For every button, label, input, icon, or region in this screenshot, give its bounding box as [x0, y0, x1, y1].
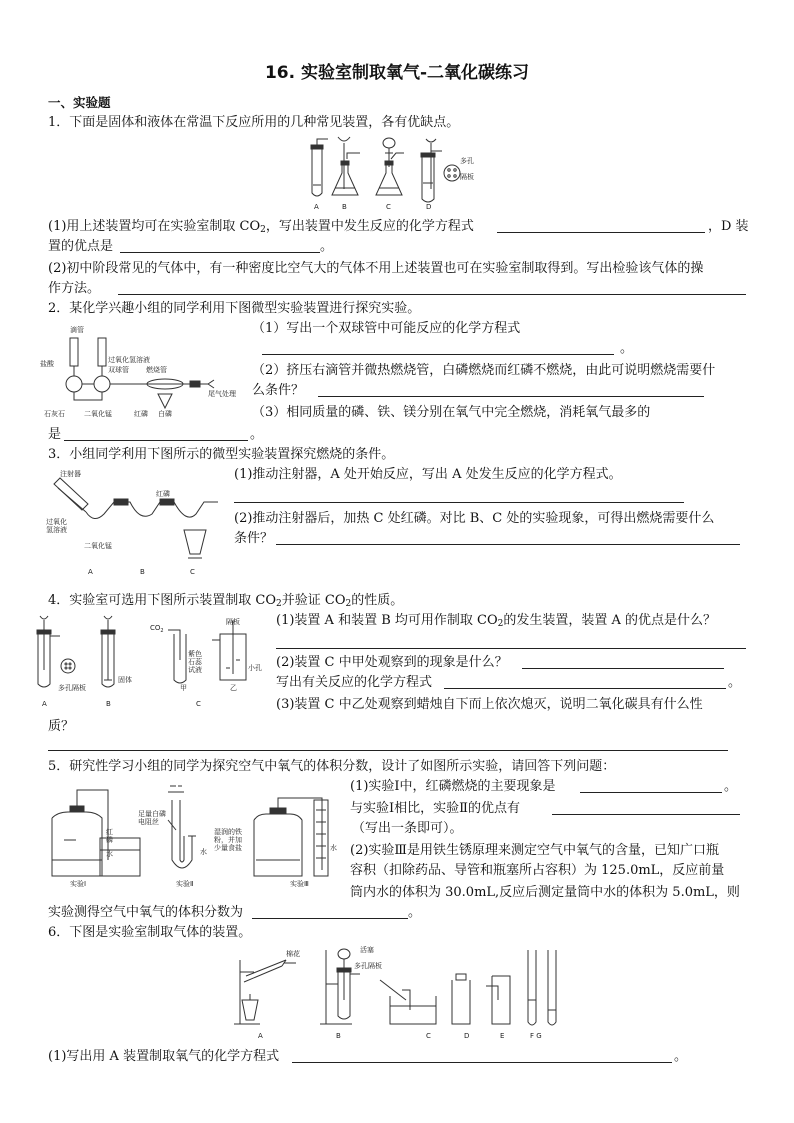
q2-label-mno2: 二氧化锰 [84, 410, 112, 418]
q5-blank-phenomenon[interactable] [580, 792, 722, 793]
q4-blank-advantage[interactable] [276, 648, 746, 649]
q3-stem: 3．小组同学利用下图所示的微型实验装置探究燃烧的条件。 [48, 447, 395, 462]
q1-stem: 1．下面是固体和液体在常温下反应所用的几种常见装置，各有优缺点。 [48, 115, 460, 130]
q1-blank-equation[interactable] [497, 232, 705, 233]
q2-part2-line2: 么条件？ [252, 383, 305, 398]
q5-part2-line2: 容积（扣除药品、导管和瓶塞所占容积）为 125.0mL，反应前量 [350, 863, 725, 878]
q4-label-jia: 甲 [180, 684, 187, 692]
q4-label-purple1: 紫色 [188, 650, 202, 658]
q3-label-mno2: 二氧化锰 [84, 542, 112, 550]
q6-part1: (1)写出用 A 装置制取氧气的化学方程式 [48, 1049, 280, 1064]
q1-fig-note2: 隔板 [460, 173, 474, 181]
q5-label-water: 水 [106, 850, 113, 858]
q4-part3-line2: 质？ [48, 719, 75, 734]
q5-part1-line2: 与实验Ⅰ相比，实验Ⅱ的优点有 [350, 801, 520, 816]
q1-part1-end: 。 [320, 239, 334, 254]
q6-label-c: C [426, 1032, 431, 1040]
q1-blank-advantage[interactable] [120, 252, 320, 253]
q5-label-redp2: 磷 [106, 836, 113, 844]
q5-label-wp2: 电阻丝 [138, 818, 159, 826]
q1-part1-line1: (1)用上述装置均可在实验室制取 $CO_2$，写出装置中发生反应的化学方程式 [48, 219, 474, 235]
q1-fig-label-c: C [386, 203, 391, 211]
q4-label-hole: 小孔 [248, 664, 262, 672]
q5-label-e2: 实验Ⅱ [176, 880, 194, 888]
q4-stem: 4．实验室可选用下图所示装置制取 $CO_2$并验证 $CO_2$的性质。 [48, 593, 404, 609]
q5-part2-line1: (2)实验Ⅲ是用铁生锈原理来测定空气中氧气的含量，已知广口瓶 [350, 843, 719, 858]
q4-label-purple3: 试液 [188, 666, 202, 674]
q4-blank-phenomenon[interactable] [522, 668, 724, 669]
q1-part2-line1: (2)初中阶段常见的气体中，有一种密度比空气大的气体不用上述装置也可在实验室制取得到。写出检验该气体的操 [48, 261, 704, 276]
q6-stem: 6．下图是实验室制取气体的装置。 [48, 925, 252, 940]
q2-label-lime: 石灰石 [44, 410, 65, 418]
q4-apparatus-figure [30, 610, 270, 710]
apparatus-b [332, 137, 360, 195]
q2-label-whitep: 白磷 [158, 410, 172, 418]
q5-apparatus-figure [44, 780, 344, 890]
q2-blank-element[interactable] [64, 440, 248, 441]
q5-label-wp1: 足量白磷 [138, 810, 166, 818]
q3-label-h2o2b: 氢溶液 [46, 526, 67, 534]
q5-label-water2: 水 [200, 848, 207, 856]
q2-label-hcl: 盐酸 [40, 360, 54, 368]
q5-label-water3: 水 [330, 844, 337, 852]
q4-label-b: B [106, 700, 111, 708]
q5-part2-line3: 筒内水的体积为 30.0mL,反应后测定量筒中水的体积为 5.0mL，则 [350, 885, 740, 900]
q5-label-e1: 实验Ⅰ [70, 880, 87, 888]
q5-label-fe3: 少量食盐 [214, 844, 242, 852]
q2-part1-end: 。 [620, 341, 634, 356]
q5-label-redp1: 红 [106, 828, 113, 836]
q6-label-a: A [258, 1032, 263, 1040]
q1-part1-d: ，D 装 [708, 219, 749, 234]
q6-apparatus-figure [230, 940, 570, 1040]
q6-label-b: B [336, 1032, 341, 1040]
q4-label-solid: 固体 [118, 676, 132, 684]
q4-label-co2: $CO_2$ [150, 624, 164, 634]
q5-label-fe1: 湿润的铁 [214, 828, 242, 836]
q1-fig-label-a: A [314, 203, 319, 211]
q5-blank-advantage[interactable] [552, 814, 740, 815]
q3-blank-condition[interactable] [276, 544, 740, 545]
q3-label-h2o2a: 过氧化 [46, 518, 67, 526]
q2-part2-line1: （2）挤压右滴管并微热燃烧管，白磷燃烧而红磷不燃烧，由此可说明燃烧需要什 [252, 363, 716, 378]
q5-part1-end: 。 [724, 779, 738, 794]
q2-part3-line2: 是 [48, 427, 62, 442]
q2-label-redp: 红磷 [134, 410, 148, 418]
q2-apparatus-figure [40, 320, 250, 420]
q5-part1-line3: （写出一条即可）。 [352, 821, 463, 836]
q5-blank-fraction[interactable] [252, 918, 408, 919]
q4-label-a: A [42, 700, 47, 708]
q4-part2-equation: 写出有关反应的化学方程式 [276, 675, 433, 690]
q4-label-purple2: 石蕊 [188, 658, 202, 666]
section-heading: 一、实验题 [48, 95, 111, 110]
q3-blank-equation[interactable] [234, 502, 684, 503]
q5-stem: 5．研究性学习小组的同学为探究空气中氧气的体积分数，设计了如图所示实验，请回答下列问题： [48, 759, 616, 774]
q3-part1: (1)推动注射器，A 处开始反应，写出 A 处发生反应的化学方程式。 [234, 467, 622, 482]
q3-label-b: B [140, 568, 145, 576]
q5-label-fe2: 粉，并加 [214, 836, 242, 844]
q2-part3-end: 。 [250, 427, 264, 442]
q4-label-c: C [196, 700, 201, 708]
q2-label-dropper: 滴管 [70, 326, 84, 334]
q1-fig-note1: 多孔 [460, 157, 474, 165]
q6-label-e: E [500, 1032, 505, 1040]
q3-apparatus-figure [44, 466, 230, 580]
q6-label-fg: F G [530, 1032, 542, 1040]
q6-label-porous: 多孔隔板 [354, 962, 382, 970]
q4-label-yi: 乙 [230, 684, 237, 692]
q1-part2-line2: 作方法。 [48, 281, 101, 296]
q3-label-a: A [88, 568, 93, 576]
q1-apparatus-figure [300, 133, 480, 213]
q6-blank-equation[interactable] [292, 1062, 672, 1063]
q2-label-h2o2: 过氧化氢溶液 [108, 356, 150, 364]
q2-stem: 2．某化学兴趣小组的同学利用下图微型实验装置进行探究实验。 [48, 301, 421, 316]
q2-part3-line1: （3）相同质量的磷、铁、镁分别在氧气中完全燃烧，消耗氧气最多的 [252, 405, 651, 420]
q4-part2: (2)装置 C 中甲处观察到的现象是什么？ [276, 655, 508, 670]
q2-label-tail: 尾气处理 [208, 390, 236, 398]
q4-blank-equation[interactable] [444, 688, 726, 689]
q2-blank-equation[interactable] [262, 354, 614, 355]
q2-part1: （1）写出一个双球管中可能反应的化学方程式 [252, 321, 521, 336]
q3-label-c: C [190, 568, 195, 576]
q1-fig-label-d: D [426, 203, 432, 211]
q5-part1-line1: (1)实验Ⅰ中，红磷燃烧的主要现象是 [350, 779, 556, 794]
q2-label-burn: 燃烧管 [146, 366, 167, 374]
q2-label-bulb: 双球管 [108, 366, 129, 374]
apparatus-a [311, 139, 328, 196]
q3-part2-line1: (2)推动注射器后，加热 C 处红磷。对比 B、C 处的实验现象，可得出燃烧需要什么 [234, 511, 715, 526]
q4-part1: (1)装置 A 和装置 B 均可用作制取 $CO_2$的发生装置，装置 A 的优点是什么？ [276, 613, 717, 629]
q1-blank-method[interactable] [118, 294, 746, 295]
q4-part3-line1: (3)装置 C 中乙处观察到蜡烛自下而上依次熄灭，说明二氧化碳具有什么性 [276, 697, 703, 712]
q5-label-e3: 实验Ⅲ [290, 880, 309, 888]
q1-part1-line2: 置的优点是 [48, 239, 114, 254]
q5-part2-end: 。 [408, 905, 422, 920]
apparatus-c [376, 138, 404, 195]
q6-label-d: D [464, 1032, 470, 1040]
q4-blank-property[interactable] [48, 750, 728, 751]
q6-label-valve: 活塞 [360, 946, 374, 954]
page-title: 16. 实验室制取氧气-二氧化碳练习 [264, 63, 530, 83]
q3-part2-line2: 条件？ [234, 531, 274, 546]
q4-label-plate: 隔板 [226, 618, 240, 626]
q6-part1-end: 。 [674, 1049, 688, 1064]
q3-label-redp: 红磷 [156, 490, 170, 498]
q2-blank-condition[interactable] [318, 396, 704, 397]
q5-part2-line4: 实验测得空气中氧气的体积分数为 [48, 905, 244, 920]
q4-part2-end: 。 [728, 675, 742, 690]
q3-label-syringe: 注射器 [60, 470, 81, 478]
q4-label-porous: 多孔隔板 [58, 684, 86, 692]
q6-label-cotton: 棉花 [286, 950, 300, 958]
q1-fig-label-b: B [342, 203, 347, 211]
apparatus-d [421, 139, 460, 202]
